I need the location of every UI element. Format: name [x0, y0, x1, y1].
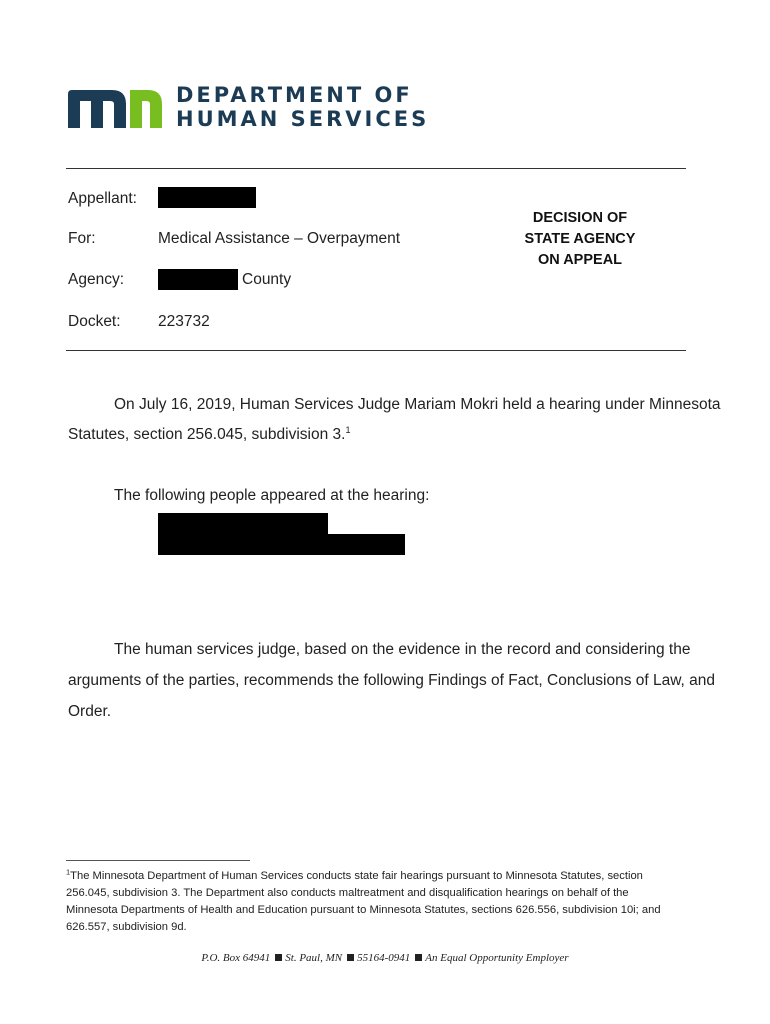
decision-line-3: ON APPEAL: [537, 252, 623, 268]
footer-eoe: An Equal Opportunity Employer: [425, 952, 569, 964]
footer-po-box: P.O. Box 64941: [201, 952, 271, 964]
decision-line-2: STATE AGENCY: [524, 231, 636, 247]
para1-line1: On July 16, 2019, Human Services Judge Mariam Mokri held a hearing under Minnesota: [114, 396, 721, 413]
for-value: Medical Assistance – Overpayment: [158, 230, 401, 247]
para3-line3: Order.: [68, 703, 112, 720]
footnote-line3: Minnesota Departments of Health and Education pursuant to Minnesota Statutes, sections 626.556, subdivision 10i; and: [66, 904, 661, 916]
for-label: For:: [68, 230, 96, 247]
footnote-number: 1: [66, 867, 71, 877]
square-bullet-icon: [347, 954, 354, 961]
square-bullet-icon: [275, 954, 282, 961]
footnote-reference: 1: [345, 424, 351, 435]
appellant-redaction: [158, 187, 256, 208]
logo-line-2: HUMAN SERVICES: [176, 107, 430, 131]
attendee-redaction-2: [158, 534, 405, 555]
para1-line2: [68, 425, 350, 445]
agency-suffix: County: [242, 271, 292, 288]
docket-label: Docket:: [68, 313, 121, 330]
para2: The following people appeared at the hearing:: [114, 487, 430, 504]
footnote-line2: 256.045, subdivision 3. The Department also conducts maltreatment and disqualification hearings on behalf of the: [66, 887, 629, 899]
square-bullet-icon: [415, 954, 422, 961]
para3-line1: The human services judge, based on the evidence in the record and considering the: [114, 641, 691, 658]
footnote-line1-text: The Minnesota Department of Human Services conducts state fair hearings pursuant to Minnesota Statutes, section: [70, 870, 643, 882]
decision-line-1: DECISION OF: [532, 210, 628, 226]
decision-heading: [506, 208, 654, 271]
header-rule-bottom: [66, 350, 686, 351]
footnote-separator: [66, 860, 250, 861]
mn-logo-icon: [68, 86, 162, 128]
footnote: [66, 868, 696, 936]
agency-label: Agency:: [68, 271, 125, 288]
logo-line-1: DEPARTMENT OF: [176, 83, 413, 107]
para1-line2-text: Statutes, section 256.045, subdivision 3.: [68, 426, 346, 443]
agency-redaction: [158, 269, 238, 290]
para3-line2: arguments of the parties, recommends the following Findings of Fact, Conclusions of Law, and: [68, 672, 716, 689]
header-rule-top: [66, 168, 686, 169]
attendee-redaction-1: [158, 513, 328, 534]
docket-value: 223732: [158, 313, 210, 330]
appellant-label: Appellant:: [68, 190, 137, 207]
department-name: [176, 83, 429, 131]
footnote-line1: [66, 868, 696, 885]
footer-city: St. Paul, MN: [285, 952, 343, 964]
footnote-line4: 626.557, subdivision 9d.: [66, 921, 187, 933]
footer-zip: 55164-0941: [357, 952, 411, 964]
page-footer: [0, 952, 770, 964]
